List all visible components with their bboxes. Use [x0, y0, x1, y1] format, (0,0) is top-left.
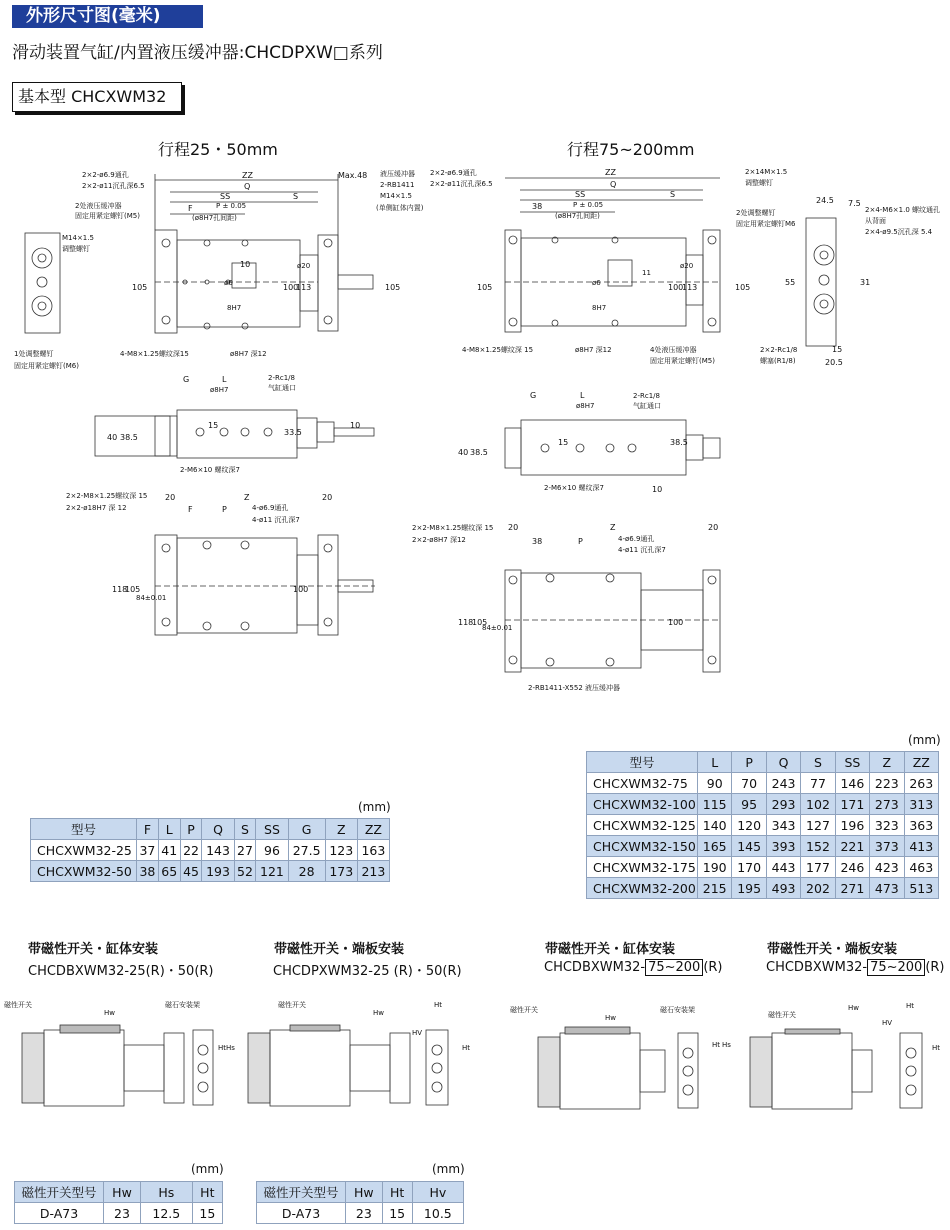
table-cell: 171 [835, 794, 869, 815]
col-header: Q [202, 819, 234, 840]
switch-section-model: CHCDPXWM32-25 (R)・50(R) [273, 964, 462, 979]
dim-label: 磁石安装架 [660, 1006, 695, 1014]
table-cell: 123 [325, 840, 357, 861]
col-header: Q [766, 752, 800, 773]
table-cell: 65 [158, 861, 180, 882]
table-row [587, 878, 939, 899]
left-drawing-title: 行程25・50mm [158, 140, 278, 159]
table-cell: 443 [766, 857, 800, 878]
dim-label: 4-M8×1.25螺纹深 15 [462, 346, 534, 354]
model-range-box: 75~200 [867, 959, 925, 976]
dim-label: 105 [125, 585, 141, 594]
dim-label: 100 [668, 618, 684, 627]
table-cell: 313 [904, 794, 938, 815]
col-header: Ht [192, 1182, 222, 1203]
table-header-row [31, 819, 390, 840]
dim-label: 2×14M×1.5 [745, 168, 788, 176]
dim-label: ø6 [224, 279, 233, 287]
table-cell: 271 [835, 878, 869, 899]
table-cell: 95 [732, 794, 766, 815]
table-cell: 37 [137, 840, 159, 861]
dim-label: 31 [860, 278, 871, 287]
dim-label: L [580, 391, 585, 400]
col-header: Z [325, 819, 357, 840]
table-cell: 170 [732, 857, 766, 878]
dim-label: Hw [848, 1004, 859, 1012]
dim-label: M14×1.5 [380, 192, 412, 200]
table-row [587, 773, 939, 794]
table-cell: 22 [180, 840, 202, 861]
dim-label: 液压缓冲器 [380, 170, 415, 178]
table-cell: 243 [766, 773, 800, 794]
right-drawing-title: 行程75~200mm [567, 140, 695, 159]
dim-label: 2-M6×10 螺纹深7 [544, 484, 604, 492]
table-cell: 343 [766, 815, 800, 836]
table3-unit: (mm) [191, 1162, 224, 1176]
table-cell: 127 [801, 815, 835, 836]
table-cell: 120 [732, 815, 766, 836]
col-header: SS [256, 819, 288, 840]
dim-label: ø8H7 深12 [575, 346, 612, 354]
table2-unit: (mm) [908, 733, 941, 747]
table-header-row [587, 752, 939, 773]
col-header: S [234, 819, 256, 840]
table-cell: 41 [158, 840, 180, 861]
dim-label: ZZ [605, 168, 616, 177]
dim-label: G [183, 375, 190, 384]
col-header: Hs [140, 1182, 192, 1203]
dim-label: 固定用紧定螺钉(M5) [75, 212, 140, 220]
dim-label: 磁性开关 [278, 1001, 306, 1009]
table-cell: CHCXWM32-175 [587, 857, 698, 878]
dim-label: G [530, 391, 537, 400]
table-row [257, 1203, 464, 1224]
table4-unit: (mm) [432, 1162, 465, 1176]
dim-label: Hs [226, 1044, 235, 1052]
col-header: G [288, 819, 325, 840]
dim-label: ø8H7 [576, 402, 595, 410]
dim-label: ø20 [680, 262, 694, 270]
table-cell: 38 [137, 861, 159, 882]
table-cell: 190 [698, 857, 732, 878]
switch-section-title: 带磁性开关・端板安装 [274, 942, 405, 957]
table-cell: 143 [202, 840, 234, 861]
dim-label: 38.5 [470, 448, 488, 457]
dim-label: 2×2-Rc1/8 [760, 346, 798, 354]
dim-label: 2-Rc1/8 [268, 374, 295, 382]
dim-label: ø8H7 深12 [230, 350, 267, 358]
dim-label: S [293, 192, 299, 201]
dim-label: 2×2-ø11沉孔深6.5 [430, 180, 493, 188]
dim-label: 2×2-ø6.9通孔 [82, 171, 129, 179]
switch-section-title: 带磁性开关・缸体安装 [545, 942, 676, 957]
table-cell: 27 [234, 840, 256, 861]
table-cell: 165 [698, 836, 732, 857]
table-cell: 146 [835, 773, 869, 794]
dim-label: 105 [477, 283, 493, 292]
col-header: 型号 [31, 819, 137, 840]
spec-table-25-50 [30, 818, 390, 882]
dim-label: 113 [296, 283, 312, 292]
col-header: F [137, 819, 159, 840]
dim-label: 2×4-ø9.5沉孔深 5.4 [865, 228, 933, 236]
dim-label: 螺塞(R1/8) [760, 357, 796, 365]
col-header: L [698, 752, 732, 773]
dim-label: 105 [472, 618, 488, 627]
dim-label: 40 [107, 433, 118, 442]
switch-table-end-mount [256, 1181, 464, 1224]
dim-label: 2-M6×10 螺纹深7 [180, 466, 240, 474]
dim-label: SS [220, 192, 231, 201]
table-cell: 246 [835, 857, 869, 878]
dim-label: Ht [932, 1044, 941, 1052]
dim-label: 10 [652, 485, 663, 494]
dim-label: 磁性开关 [768, 1011, 796, 1019]
dim-label: 4-ø11 沉孔深7 [252, 516, 300, 524]
table-cell: 493 [766, 878, 800, 899]
dim-label: 固定用紧定螺钉(M5) [650, 357, 715, 365]
table-cell: 193 [202, 861, 234, 882]
table-cell: 513 [904, 878, 938, 899]
dim-label: 2×2-ø11沉孔深6.5 [82, 182, 145, 190]
dim-label: 15 [558, 438, 569, 447]
table-cell: CHCXWM32-200 [587, 878, 698, 899]
table-cell: CHCXWM32-125 [587, 815, 698, 836]
dim-label: Ht [906, 1002, 915, 1010]
table-cell: 463 [904, 857, 938, 878]
dim-label: 2×2-ø18H7 深 12 [66, 504, 127, 512]
table-cell: 27.5 [288, 840, 325, 861]
dim-label: 2-RB1411 [380, 181, 415, 189]
dim-label: 2×4-M6×1.0 螺纹通孔 [865, 206, 941, 214]
dim-label: 20 [508, 523, 519, 532]
dim-label: 固定用紧定螺钉M6 [736, 220, 796, 228]
table-cell: 213 [357, 861, 389, 882]
dim-label: 8H7 [227, 304, 242, 312]
switch-drawings [0, 995, 950, 1115]
dim-label: 磁性开关 [4, 1001, 32, 1009]
table-cell: 423 [870, 857, 904, 878]
table-cell: D-A73 [257, 1203, 346, 1224]
table-row [587, 815, 939, 836]
dim-label: 84±0.01 [136, 594, 167, 602]
dim-label: 2×2-M8×1.25螺纹深 15 [66, 492, 148, 500]
dim-label: Hs [722, 1041, 731, 1049]
dim-label: 20.5 [825, 358, 843, 367]
model-range-box: 75~200 [645, 959, 703, 976]
dim-label: HV [882, 1019, 893, 1027]
dim-label: 20 [165, 493, 176, 502]
table-cell: 10.5 [412, 1203, 463, 1224]
table-cell: 15 [192, 1203, 222, 1224]
dim-label: 2×2-ø6.9通孔 [430, 169, 477, 177]
dim-label: 从背面 [865, 217, 886, 225]
col-header: Hw [346, 1182, 383, 1203]
table-cell: 145 [732, 836, 766, 857]
table-row [15, 1203, 223, 1224]
dim-label: 33.5 [284, 428, 302, 437]
dim-label: ø20 [297, 262, 311, 270]
table-cell: 12.5 [140, 1203, 192, 1224]
col-header: P [732, 752, 766, 773]
switch-section-model: CHCDBXWM32-25(R)・50(R) [28, 964, 214, 979]
dim-label: 105 [735, 283, 751, 292]
type-label: 基本型 CHCXWM32 [12, 82, 182, 112]
dim-label: SS [575, 190, 586, 199]
table-cell: 202 [801, 878, 835, 899]
table-cell: 23 [104, 1203, 141, 1224]
dim-label: P ± 0.05 [573, 201, 604, 209]
dim-label: 15 [832, 345, 843, 354]
table-cell: 96 [256, 840, 288, 861]
model-suffix: (R) [703, 960, 723, 975]
dim-label: 2×2-ø8H7 深12 [412, 536, 466, 544]
table-cell: 195 [732, 878, 766, 899]
dim-label: 4-ø6.9通孔 [252, 504, 289, 512]
dim-label: ø6 [592, 279, 601, 287]
table-cell: 473 [870, 878, 904, 899]
model-prefix: CHCDBXWM32- [766, 960, 868, 975]
col-header: Ht [382, 1182, 412, 1203]
col-header: 型号 [587, 752, 698, 773]
dim-label: P [222, 505, 227, 514]
dim-label: 4-ø6.9通孔 [618, 535, 655, 543]
dim-label: 4-M8×1.25螺纹深15 [120, 350, 189, 358]
dim-label: HV [412, 1029, 423, 1037]
left-drawing [0, 160, 460, 700]
dim-label: 2-Rc1/8 [633, 392, 660, 400]
col-header: ZZ [357, 819, 389, 840]
table-cell: 173 [325, 861, 357, 882]
table-cell: CHCXWM32-25 [31, 840, 137, 861]
col-header: Hw [104, 1182, 141, 1203]
dim-label: Ht [712, 1041, 721, 1049]
col-header: SS [835, 752, 869, 773]
col-header: S [801, 752, 835, 773]
table-cell: CHCXWM32-100 [587, 794, 698, 815]
table-header-row [15, 1182, 223, 1203]
dim-label: Z [244, 493, 250, 502]
dim-label: 气缸通口 [633, 402, 661, 410]
dim-label: 38 [532, 202, 543, 211]
table-cell: 102 [801, 794, 835, 815]
table-cell: 263 [904, 773, 938, 794]
dim-label: P [578, 537, 583, 546]
dim-label: Z [610, 523, 616, 532]
dim-label: (ø8H7孔间距) [192, 214, 237, 222]
dim-label: 调整螺钉 [745, 179, 773, 187]
dim-label: 调整螺钉 [62, 245, 90, 253]
dim-label: F [188, 505, 193, 514]
table-cell: CHCXWM32-150 [587, 836, 698, 857]
dim-label: 20 [322, 493, 333, 502]
dim-label: 113 [682, 283, 698, 292]
dim-label: 20 [708, 523, 719, 532]
col-header: 磁性开关型号 [15, 1182, 104, 1203]
dim-label: Hw [373, 1009, 384, 1017]
dim-label: S [670, 190, 676, 199]
dim-label: 15 [208, 421, 219, 430]
table-cell: CHCXWM32-50 [31, 861, 137, 882]
table-cell: 223 [870, 773, 904, 794]
dim-label: ZZ [242, 171, 253, 180]
switch-section-title: 带磁性开关・端板安装 [767, 942, 898, 957]
dim-label: 磁石安装架 [165, 1001, 200, 1009]
switch-table-body-mount [14, 1181, 223, 1224]
series-subtitle: 滑动装置气缸/内置液压缓冲器:CHCDPXW□系列 [12, 43, 383, 63]
table-cell: 293 [766, 794, 800, 815]
dim-label: 118 [112, 585, 128, 594]
table-cell: D-A73 [15, 1203, 104, 1224]
dim-label: 4处液压缓冲器 [650, 346, 697, 354]
table-row [587, 794, 939, 815]
table-cell: 28 [288, 861, 325, 882]
col-header: Hv [412, 1182, 463, 1203]
table-cell: 140 [698, 815, 732, 836]
switch-section-title: 带磁性开关・缸体安装 [28, 942, 159, 957]
switch-section-model [766, 960, 945, 975]
dim-label: 10 [350, 421, 361, 430]
table-cell: 121 [256, 861, 288, 882]
col-header: P [180, 819, 202, 840]
table-cell: 413 [904, 836, 938, 857]
table-cell: 363 [904, 815, 938, 836]
table-cell: 177 [801, 857, 835, 878]
table-cell: 70 [732, 773, 766, 794]
table-cell: 221 [835, 836, 869, 857]
dim-label: Ht [434, 1001, 443, 1009]
dim-label: 40 [458, 448, 469, 457]
dim-label: 10 [240, 260, 251, 269]
table-cell: 115 [698, 794, 732, 815]
table-cell: 196 [835, 815, 869, 836]
model-prefix: CHCDBXWM32- [544, 960, 646, 975]
dim-label: Q [610, 180, 617, 189]
table-cell: 15 [382, 1203, 412, 1224]
dim-label: (单侧缸体内置) [376, 204, 424, 212]
switch-section-model [544, 960, 723, 975]
dim-label: 1处调整螺钉 [14, 350, 54, 358]
dim-label: (ø8H7孔间距) [555, 212, 600, 220]
dim-label: 7.5 [848, 199, 861, 208]
col-header: L [158, 819, 180, 840]
dim-label: 38.5 [670, 438, 688, 447]
table-cell: 52 [234, 861, 256, 882]
table-cell: 215 [698, 878, 732, 899]
dim-label: 2处调整螺钉 [736, 209, 776, 217]
dim-label: 105 [385, 283, 401, 292]
dim-label: 4-ø11 沉孔深7 [618, 546, 666, 554]
table-row [587, 857, 939, 878]
dim-label: Ht [462, 1044, 471, 1052]
dim-label: 气缸通口 [268, 384, 296, 392]
table-cell: 163 [357, 840, 389, 861]
dim-label: L [222, 375, 227, 384]
dim-label: P ± 0.05 [216, 202, 247, 210]
dim-label: M14×1.5 [62, 234, 94, 242]
table-row [31, 840, 390, 861]
table-cell: 77 [801, 773, 835, 794]
dim-label: 固定用紧定螺钉(M6) [14, 362, 79, 370]
dim-label: 100 [293, 585, 309, 594]
spec-table-75-200 [586, 751, 939, 899]
dim-label: 24.5 [816, 196, 834, 205]
table-row [31, 861, 390, 882]
dim-label: 55 [785, 278, 796, 287]
section-header: 外形尺寸图(毫米) [12, 5, 203, 28]
table-cell: 273 [870, 794, 904, 815]
table-cell: 323 [870, 815, 904, 836]
col-header: 磁性开关型号 [257, 1182, 346, 1203]
dim-label: Max.48 [338, 171, 368, 180]
table-cell: 393 [766, 836, 800, 857]
dim-label: Hw [605, 1014, 616, 1022]
dim-label: 11 [642, 269, 651, 277]
table-cell: 45 [180, 861, 202, 882]
dim-label: 2处液压缓冲器 [75, 202, 122, 210]
right-drawing [412, 160, 950, 700]
dim-label: 2-RB1411-X552 液压缓冲器 [528, 684, 621, 692]
dim-label: Hw [104, 1009, 115, 1017]
dim-label: 8H7 [592, 304, 607, 312]
dim-label: 38.5 [120, 433, 138, 442]
table-cell: 23 [346, 1203, 383, 1224]
dim-label: 2×2-M8×1.25螺纹深 15 [412, 524, 494, 532]
table-cell: 90 [698, 773, 732, 794]
dim-label: 118 [458, 618, 474, 627]
dim-label: 105 [132, 283, 148, 292]
col-header: Z [870, 752, 904, 773]
model-suffix: (R) [925, 960, 945, 975]
dim-label: 38 [532, 537, 543, 546]
dim-label: Ht [218, 1044, 227, 1052]
dim-label: F [188, 204, 193, 213]
dim-label: 100 [283, 283, 299, 292]
dim-label: 84±0.01 [482, 624, 513, 632]
table-cell: 373 [870, 836, 904, 857]
dim-label: Q [244, 182, 251, 191]
col-header: ZZ [904, 752, 938, 773]
table-header-row [257, 1182, 464, 1203]
table-cell: 152 [801, 836, 835, 857]
dim-label: ø8H7 [210, 386, 229, 394]
table-cell: CHCXWM32-75 [587, 773, 698, 794]
dim-label: 磁性开关 [510, 1006, 538, 1014]
dim-label: 100 [668, 283, 684, 292]
table1-unit: (mm) [358, 800, 391, 814]
table-row [587, 836, 939, 857]
